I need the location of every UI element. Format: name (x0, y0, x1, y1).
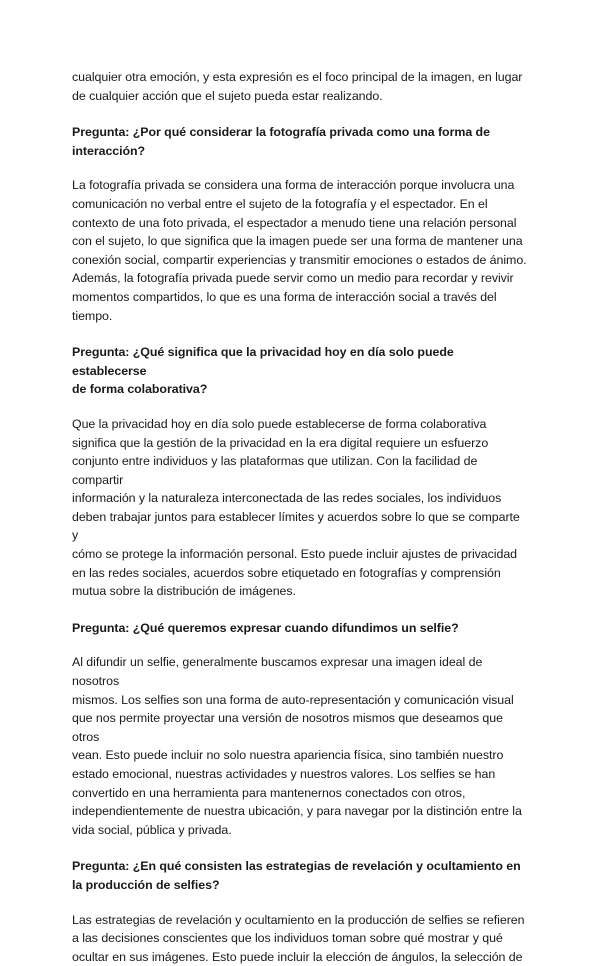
spacer (72, 325, 528, 343)
answer-paragraph-1: La fotografía privada se considera una forma de interacción porque involucra una comunicación no verbal entre el sujeto de la fotografía y el espectador. En el contexto de una foto privada, el espectador a menudo tiene una relación personal con el sujeto, lo que significa que la imagen puede ser una forma de mantener una conexión social, compartir experiencias y transmitir emociones o estados de ánimo. Además, la fotografía privada puede servir como un medio para recordar y revivir momentos compartidos, lo que es una forma de interacción social a través del tiempo. (72, 178, 527, 323)
spacer (72, 105, 528, 123)
answer-paragraph-3: Al difundir un selfie, generalmente buscamos expresar una imagen ideal de nosotros mismos. Los selfies son una forma de auto-representación y comunicación visual que nos permite proyectar una versión de nosotros mismos que deseamos que otros vean. Esto puede incluir no solo nuestra apariencia física, sino también nuestro estado emocional, nuestras actividades y nuestros valores. Los selfies se han convertido en una herramienta para mantenernos conectados con otros, independientemente de nuestra ubicación, y para navegar por la distinción entre la vida social, pública y privada. (72, 655, 522, 837)
spacer (72, 160, 528, 176)
question-heading-3: Pregunta: ¿Qué queremos expresar cuando difundimos un selfie? (72, 620, 459, 635)
answer-paragraph-4: Las estrategias de revelación y ocultamiento en la producción de selfies se refieren a las decisiones conscientes que los individuos toman sobre qué mostrar y qué ocultar en sus imágenes. Esto puede incluir la elección de ángulos, la selección de (72, 912, 525, 964)
spacer (72, 895, 528, 911)
question-heading-1: Pregunta: ¿Por qué considerar la fotografía privada como una forma de interacción? (72, 125, 490, 158)
spacer (72, 839, 528, 857)
document-page (72, 68, 528, 966)
spacer (72, 601, 528, 619)
question-heading-4: Pregunta: ¿En qué consisten las estrategias de revelación y ocultamiento en la producción de selfies? (72, 859, 521, 892)
question-heading-2: Pregunta: ¿Qué significa que la privacidad hoy en día solo puede establecerse de forma colaborativa? (72, 345, 454, 397)
intro-paragraph: cualquier otra emoción, y esta expresión es el foco principal de la imagen, en lugar de cualquier acción que el sujeto pueda estar realizando. (72, 70, 523, 103)
spacer (72, 637, 528, 653)
spacer (72, 399, 528, 415)
answer-paragraph-2: Que la privacidad hoy en día solo puede establecerse de forma colaborativa significa que la gestión de la privacidad en la era digital requiere un esfuerzo conjunto entre individuos y las plataformas que utilizan. Con la facilidad de compartir información y la naturaleza interconectada de las redes sociales, los individuos deben trabajar juntos para establecer límites y acuerdos sobre lo que se comparte y cómo se protege la información personal. Esto puede incluir ajustes de privacidad en las redes sociales, acuerdos sobre etiquetado en fotografías y comprensión mutua sobre la distribución de imágenes. (72, 416, 520, 599)
